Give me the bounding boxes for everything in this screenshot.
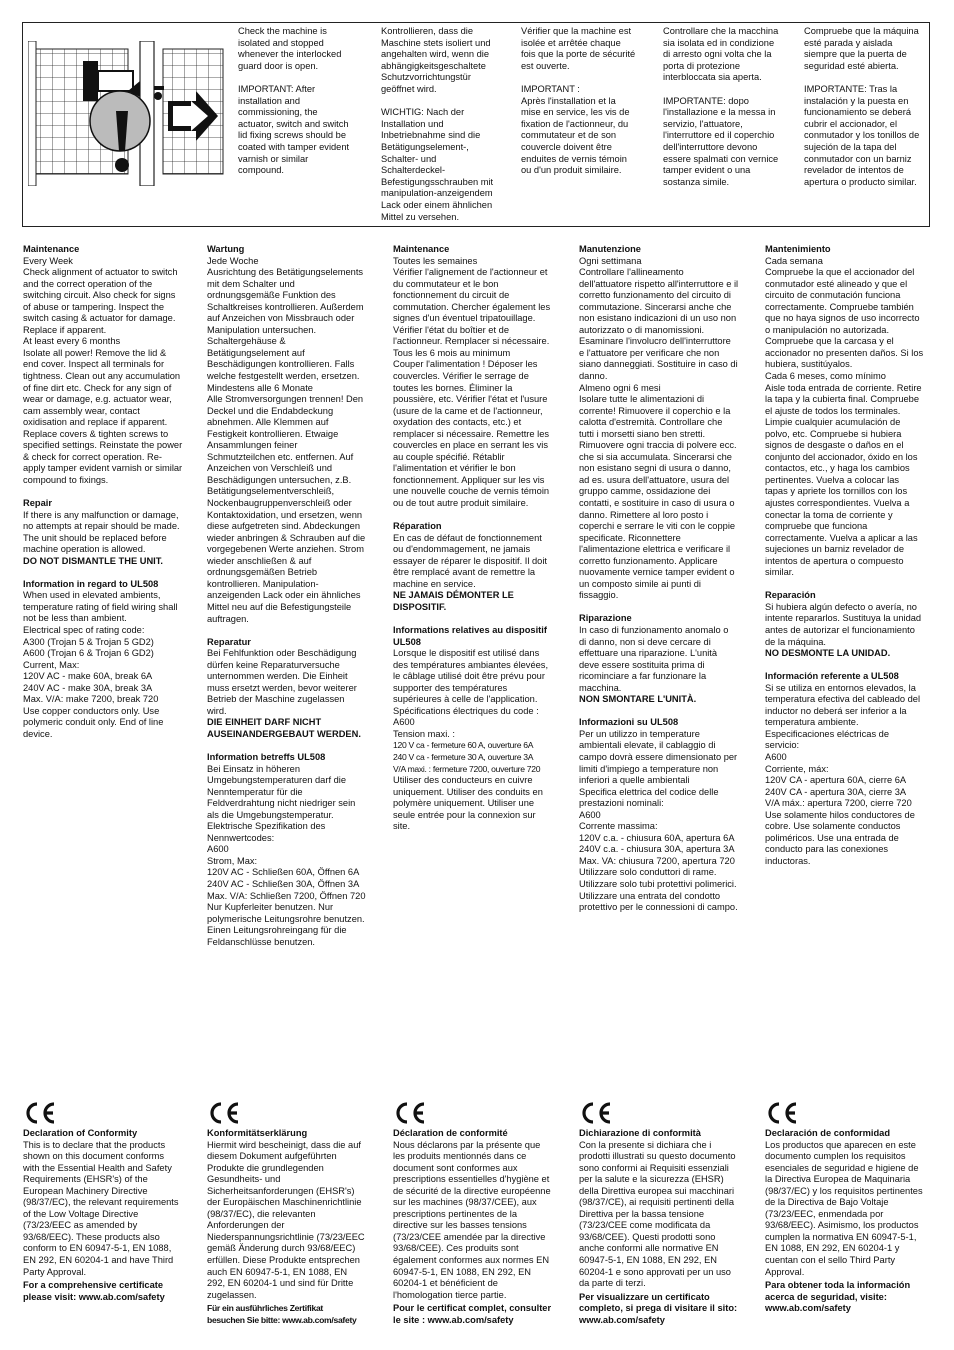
ul508-heading: Informations relatives au dispositif UL508 [393, 624, 547, 647]
ce-text: Los productos que aparecen en este documento cumplen los requisitos esenciales de seguridad e higiene de la Directiva Europea de Maquinaria (98/37/EC) y los requisitos pertinentes de la Directiva de Bajo Voltaje (73/23/EEC, enmendada por 93/68/EEC). Asimismo, los productos cumplen la normativa EN 60947-5-1, EN 1088, EN 292, EN 60204-1 y cuentan con el sello Third Party Approval. [765, 1139, 923, 1277]
ul508-heading: Informazioni su UL508 [579, 717, 679, 728]
ce-declaration-es [765, 1100, 937, 1315]
ul508-text: Lorsque le dispositif est utilisé dans des températures ambiantes élevées, le câblage utilisé doit être prévu pour supporter des températures supérieures à celle de l'application. Spécifications électriques du code : A600 Tension maxi. : [393, 648, 549, 739]
notice-en: Check the machine is isolated and stopped whenever the interlocked guard door is open. IMPORTANT: After installation and commissioning, the actuator, switch and switch lid fixing screws should be coated with tamper evident varnish or similar compound. [238, 26, 350, 176]
repair-text: If there is any malfunction or damage, no attempts at repair should be made. The unit should be replaced before machine operation is allowed. [23, 509, 180, 555]
ce-heading: Declaration of Conformity [23, 1128, 138, 1138]
notice-it: Controllare che la macchina sia isolata ed in condizione di arresto ogni volta che la porta di protezione interbloccata sia aperta. IMPORTANTE: dopo l'installazione e la messa in servizio, l'attuatore, l'interruttore ed il coperchio dell'interruttore devono essere spalmati con vernice tamper evident o una sostanza simile. [663, 26, 779, 187]
repair-heading: Riparazione [579, 613, 632, 624]
repair-heading: Reparatur [207, 636, 251, 647]
safety-notice-box [22, 22, 930, 227]
repair-warning: DIE EINHEIT DARF NICHT AUSEINANDERGEBAUT WERDEN. [207, 717, 361, 739]
repair-warning: DO NOT DISMANTLE THE UNIT. [23, 555, 163, 566]
ce-certificate-link[interactable]: Für ein ausführliches Zertifikat besuchen Sie bitte: www.ab.com/safety [207, 1303, 357, 1325]
ce-certificate-link[interactable]: Para obtener toda la información acerca de seguridad, visite: www.ab.com/safety [765, 1280, 911, 1314]
ce-declaration-de [207, 1100, 379, 1326]
ce-mark-icon [23, 1100, 57, 1126]
ce-heading: Konformitätserklärung [207, 1128, 308, 1138]
notice-de: Kontrollieren, dass die Maschine stets isoliert und angehalten wird, wenn die abhängigkeitsgeschaltete Schutzvorrichtungstür geöffnet wird. WICHTIG: Nach der Installation und Inbetriebnahme sind die Betätigungselement-, Schalter- und Schalterdeckel- Befestigungsschrauben mit manipulation-anzeigendem Lack oder einem ähnlichen Mittel zu versehen. [381, 26, 494, 222]
column-es [765, 244, 937, 867]
repair-heading: Réparation [393, 521, 442, 532]
repair-warning: NON SMONTARE L'UNITÀ. [579, 694, 697, 705]
guard-door-warning-illustration [28, 41, 243, 186]
ce-certificate-link[interactable]: For a comprehensive certificate please visit: www.ab.com/safety [23, 1280, 165, 1302]
maintenance-heading: Wartung [207, 244, 245, 254]
maintenance-heading: Mantenimiento [765, 244, 831, 254]
maintenance-heading: Maintenance [393, 244, 450, 254]
repair-text: In caso di funzionamento anomalo o di danno, non si deve cercare di effettuare una riparazione. L'unità deve essere sostituita prima di ricominciare a far funzionare la macchina. [579, 625, 729, 693]
ul508-heading: Información referente a UL508 [765, 671, 899, 682]
ce-mark-icon [393, 1100, 427, 1126]
ce-declaration-en [23, 1100, 195, 1303]
column-en [23, 244, 195, 740]
maintenance-text: Toutes les semaines Vérifier l'alignement de l'actionneur et du commutateur et le bon fonctionnement du circuit de commutation. Chercher également les signes d'un éventuel tripatouillage. Vérifier l'état du boîtier et de l'actionneur. Remplacer si nécessaire. Tous les 6 mois au minimum Couper l'alimentation ! Déposer les couvercles. Vérifier le serrage de toutes les bornes. Éliminer la poussière, etc. Vérifier l'état et l'usure (usure de la came et de l'actionneur, oxydation des contacts, etc.) et remplacer si nécessaire. Remettre les couvercles en place en serrant les vis au couple spécifié. Rétablir l'alimentation et vérifier le bon fonctionnement. Appliquer sur les vis une nouvelle couche de vernis témoin ou de tout autre produit similaire. [393, 255, 551, 509]
ce-mark-icon [207, 1100, 241, 1126]
ce-declaration-it [579, 1100, 751, 1326]
ul508-text: Bei Einsatz in höheren Umgebungstemperaturen darf die Nenntemperatur für die Feldverdrahtung nicht niedriger sein als die Umgebungstemperatur. Elektrische Spezifikation des Nennwertcodes: A600 Strom, Max: 120V AC - Schließen 60A, Öffnen 6A 240V AC - Schließen 30A, Öffnen 3A Max. V/A: Schließen 7200, Öffnen 720 Nur Kupferleiter benutzen. Nur polymerische Leitungsrohre benutzen. Einen Leitungsrohreingang für die Feldanschlüsse benutzen. [207, 763, 366, 947]
ce-mark-icon [579, 1100, 613, 1126]
ul508-ratings: 120 V ca - fermeture 60 A, ouverture 6A 240 V ca - fermeture 30 A, ouverture 3A V/A maxi. : fermeture 7200, ouverture 720 [393, 740, 541, 774]
ul508-heading: Information betreffs UL508 [207, 751, 326, 762]
repair-text: Bei Fehlfunktion oder Beschädigung dürfen keine Reparaturversuche unternommen werden. Die Einheit muss ersetzt werden, bevor weiterer Betrieb der Maschine zugelassen wird. [207, 648, 357, 716]
notice-fr: Vérifier que la machine est isolée et arrêtée chaque fois que la porte de sécurité est ouverte. IMPORTANT : Après l'installation et la mise en service, les vis de fixation de l'actionneur, du commutateur et de son couvercle doivent être enduites de vernis témoin ou d'un produit similaire. [521, 26, 636, 176]
ce-text: Con la presente si dichiara che i prodotti illustrati su questo documento sono conformi ai Requisiti essenziali per la salute e la sicurezza (EHSR) della Direttiva europea sui macchinari (98/37/CE), ai requisiti pertinenti della Direttiva per la bassa tensione (73/23/CEE come modificata da 93/68/CEE). Questi prodotti sono anche conformi alle normative EN 60947-5-1, EN 1088, EN 292, EN 60204-1 e sono approvati per un uso da parte di terzi. [579, 1139, 736, 1289]
ul508-heading: Information in regard to UL508 [23, 578, 159, 589]
ce-declaration-fr [393, 1100, 565, 1326]
column-it [579, 244, 751, 914]
ul508-text: Si se utiliza en entornos elevados, la temperatura efectiva del cableado del inductor no deberá ser inferior a la temperatura ambiente. Especificaciones eléctricas de servicio: A600 Corriente, máx: 120V CA - apertura 60A, cierre 6A 240V CA - apertura 30A, cierre 3A V/A máx.: apertura 7200, cierre 720 Use solamente hilos conductores de cobre. Use solamente conductos poliméricos. Use una entrada de conducto para las conexiones inductoras. [765, 682, 921, 866]
repair-text: En cas de défaut de fonctionnement ou d'endommagement, ne jamais essayer de réparer le dispositif. Il doit être remplacé avant de remettre la machine en service. [393, 532, 547, 589]
notice-es: Compruebe que la máquina esté parada y aislada siempre que la puerta de seguridad esté abierta. IMPORTANTE: Tras la instalación y la puesta en funcionamiento se deberá cubrir el accionador, el conmutador y los tonillos de sujeción de la tapa del conmutador con un barniz revelador de intentos de apertura o producto similar. [804, 26, 920, 187]
ce-heading: Dichiarazione di conformità [579, 1128, 701, 1138]
maintenance-heading: Manutenzione [579, 244, 641, 254]
repair-heading: Reparación [765, 590, 816, 601]
ce-text: This is to declare that the products shown on this document conforms with the Essential Health and Safety Requirements (EHSR's) of the European Machinery Directive (98/37/EC), the relevant requirements of the Low Voltage Directive (73/23/EEC as amended by 93/68/EEC). These products also conform to EN 60947-5-1, EN 1088, EN 292, EN 60204-1 and have Third Party Approval. [23, 1139, 179, 1277]
ul508-text: Per un utilizzo in temperature ambientali elevate, il cablaggio di campo dovrà essere dimensionato per limiti d'impiego a temperature non inferiori a quelle ambientali Specifica elettrica del codice delle prestazioni nominali: A600 Corrente massima: 120V c.a. - chiusura 60A, apertura 6A 240V c.a. - chiusura 30A, apertura 3A Max. VA: chiusura 7200, apertura 720 Utilizzare solo conduttori di rame. Utilizzare solo tubi protettivi polimerici. Utilizzare una entrata del condotto protettivo per le connessioni di campo. [579, 728, 738, 913]
maintenance-text: Jede Woche Ausrichtung des Betätigungselements mit dem Schalter und ordnungsgemäße Funktion des Schaltkreises kontrollieren. Außerdem auf Anzeichen von Missbrauch oder Manipulation untersuchen. Schaltergehäuse & Betätigungselement auf Beschädigungen kontrollieren. Falls welche festgestellt werden, ersetzen. Mindestens alle 6 Monate Alle Stromversorgungen trennen! Den Deckel und die Endabdeckung abnehmen. Alle Klemmen auf Festigkeit kontrollieren. Etwaige Ansammlungen feiner Schmutzteilchen etc. entfernen. Auf Anzeichen von Verschleiß und Beschädigungen untersuchen, z.B. Betätigungselementverschleiß, Nockenbaugruppenverschleiß oder Kontaktoxidation, und ersetzen, wenn diese aufgetreten sind. Abdeckungen wieder anbringen & Schrauben auf die vorgegebenen Werte anziehen. Strom wieder anschließen & auf ordnungsgemäßen Betrieb kontrollieren. Manipulation- anzeigenden Lack oder ein ähnliches Mittel neu auf die Befestigungsteile auftragen. [207, 255, 366, 624]
maintenance-text: Every Week Check alignment of actuator to switch and the correct operation of the switching circuit. Also check for signs of abuse or tampering. Inspect the switch casing & actuator for damage. Replace if apparent. At least every 6 months Isolate all power! Remove the lid & end cover. Inspect all terminals for tightness. Clean out any accumulation of fine dirt etc. Check for any sign of wear or damage, e.g. actuator wear, cam assembly wear, contact oxidisation and replace if apparent. Replace covers & tighten screws to specified settings. Reinstate the power & check for correct operation. Re- apply tamper evident varnish or similar compound to fixings. [23, 255, 183, 485]
maintenance-text: Cada semana Compruebe la que el accionador del conmutador esté alineado y que el circuito de conmutación funciona correctamente. Compruebe también que no haya signos de uso incorrecto o manipulación no autorizada. Compruebe que la carcasa y el accionador no presenten daños. Si los hubiera, sustitúyalos. Cada 6 meses, como mínimo Aisle toda entrada de corriente. Retire la tapa y la cubierta final. Compruebe el ajuste de todos los terminales. Limpie cualquier acumulación de polvo, etc. Compruebe si hubiera signos de desgaste o daños en el conjunto del accionador, óxido en los contactos, etc., y haga los cambios pertinentes. Vuelva a colocar las tapas y apriete los tornillos con los ajustes correspondientes. Vuelva a conectar la toma de corriente y compruebe que funciona correctamente. Vuelva a aplicar a las sujeciones un barniz revelador de intentos de apertura o compuesto similar. [765, 255, 924, 578]
ce-mark-icon [765, 1100, 799, 1126]
ce-heading: Declaración de conformidad [765, 1128, 891, 1138]
repair-warning: NO DESMONTE LA UNIDAD. [765, 648, 891, 659]
ce-certificate-link[interactable]: Pour le certificat complet, consulter le site : www.ab.com/safety [393, 1303, 552, 1325]
maintenance-heading: Maintenance [23, 244, 80, 254]
ce-text: Hiermit wird bescheinigt, dass die auf diesem Dokument aufgeführten Produkte die grundlegenden Gesundheits- und Sicherheitsanforderungen (EHSR's) der Europäischen Maschinenrichtlinie (98/37/EC), die relevanten Anforderungen der Niederspannungsrichtlinie (73/23/EEC gemäß Änderung durch 93/68/EEC) erfüllen. Diese Produkte entsprechen auch EN 60947-5-1, EN 1088, EN 292, EN 60204-1 und sind für Dritte zugelassen. [207, 1139, 365, 1300]
ul508-text: When used in elevated ambients, temperature rating of field wiring shall not be less than ambient. Electrical spec of rating code: A300 (Trojan 5 & Trojan 5 GD2) A600 (Trojan 6 & Trojan 6 GD2) Current, Max: 120V AC - make 60A, break 6A 240V AC - make 30A, break 3A Max. V/A: make 7200, break 720 Use copper conductors only. Use polymeric conduit only. End of line device. [23, 590, 178, 739]
ce-text: Nous déclarons par la présente que les produits mentionnés dans ce document sont conformes aux prescriptions essentielles d'hygiène et de sécurité de la directive européenne sur les machines (98/37/CEE), aux prescriptions pertinentes de la directive sur les basses tensions (73/23/CEE amendée par la directive 93/68/CEE). Ces produits sont également conformes aux normes EN 60947-5-1, EN 1088, EN 292, EN 60204-1 et bénéficient de l'homologation tierce partie. [393, 1139, 551, 1300]
ce-heading: Déclaration de conformité [393, 1128, 508, 1138]
column-de [207, 244, 379, 948]
ce-certificate-link[interactable]: Per visualizzare un certificato completo, si prega di visitare il sito: www.ab.com/safety [579, 1291, 738, 1325]
repair-warning: NE JAMAIS DÉMONTER LE DISPOSITIF. [393, 590, 514, 612]
column-fr [393, 244, 565, 833]
repair-text: Si hubiera algún defecto o avería, no intente repararlos. Sustituya la unidad antes de autorizar el funcionamiento de la máquina. [765, 601, 922, 647]
ul508-text-cont: Utiliser des conducteurs en cuivre uniquement. Utiliser des conduits en polymère uniquement. Utiliser une seule entrée pour la connexion sur site. [393, 775, 543, 832]
repair-heading: Repair [23, 497, 52, 508]
maintenance-text: Ogni settimana Controllare l'allineamento dell'attuatore rispetto all'interruttore e il corretto funzionamento del circuito di commutazione. Sincerarsi anche che non esistano indicazioni di un uso non autorizzato o di manomissioni. Esaminare l'involucro dell'interruttore e l'attuatore per verificare che non siano danneggiati. Sostituire in caso di danno. Almeno ogni 6 mesi Isolare tutte le alimentazioni di corrente! Rimuovere il coperchio e la calotta d'estremità. Controllare che tutti i morsetti siano ben stretti. Rimuovere ogni traccia di polvere ecc. che si sia accumulata. Sincerarsi che non esistano segni di usura o danno, ad es. usura dell'attuatore, usura del gruppo camme, ossidazione dei contatti, e sostituire in caso di usura o danno. Rimettere al loro posto i coperchi e serrare le viti con le coppie specificate. Riconnettere l'alimentazione elettrica e verificare il corretto funzionamento. Applicare nuovamente vernice tamper evident o un composto simile ai punti di fissaggio. [579, 255, 739, 601]
